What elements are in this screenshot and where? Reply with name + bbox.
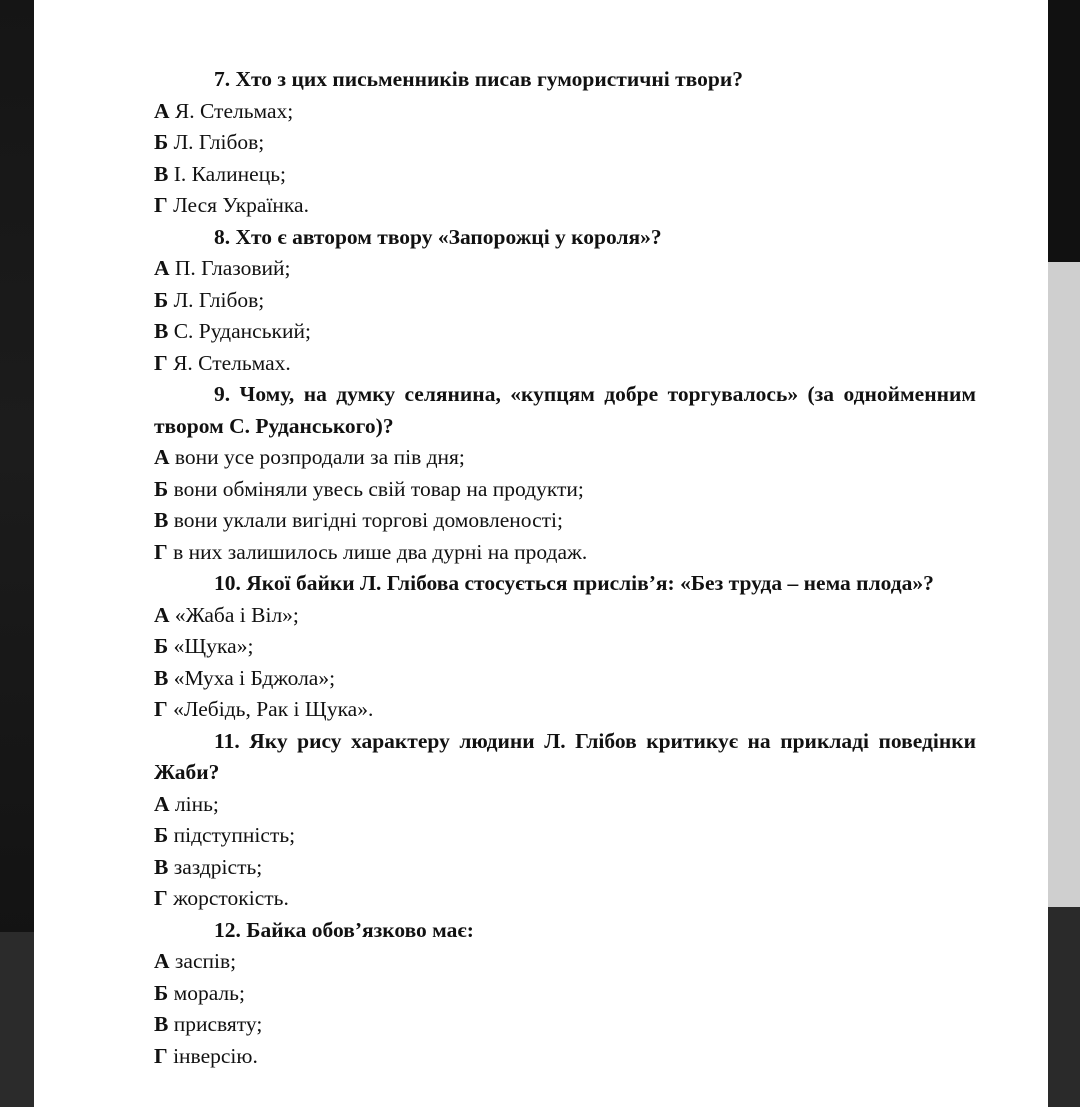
option-letter: Г xyxy=(154,886,168,910)
question-separator: . xyxy=(235,917,247,942)
answer-option xyxy=(154,316,976,348)
option-letter: В xyxy=(154,319,169,343)
question-number: 7 xyxy=(214,67,225,91)
answer-option xyxy=(154,505,976,537)
answer-options xyxy=(154,946,976,1072)
answer-option xyxy=(154,600,976,632)
option-letter: Г xyxy=(154,539,168,564)
option-text: Я. Стельмах. xyxy=(173,350,291,375)
option-text: П. Глазовий; xyxy=(174,256,291,280)
option-text: заспів; xyxy=(174,949,237,973)
option-letter: В xyxy=(154,508,169,532)
option-text: інверсію. xyxy=(173,1043,258,1068)
answer-option xyxy=(154,474,976,506)
answer-option xyxy=(154,285,976,317)
answer-options xyxy=(154,789,976,915)
answer-options xyxy=(154,96,976,222)
option-text: заздрість; xyxy=(173,854,263,879)
question-block xyxy=(154,726,976,915)
option-letter: Г xyxy=(154,1043,168,1068)
option-text: в них залишилось лише два дурні на продаж. xyxy=(173,539,588,564)
option-text: С. Руданський; xyxy=(173,319,311,343)
option-letter: А xyxy=(154,256,170,280)
option-text: «Муха і Бджола»; xyxy=(173,665,336,690)
answer-option xyxy=(154,789,976,821)
answer-option xyxy=(154,1041,976,1073)
answer-option xyxy=(154,190,976,222)
question-block xyxy=(154,64,976,222)
question-text xyxy=(154,379,976,442)
answer-option xyxy=(154,159,976,191)
option-text: вони усе розпродали за пів дня; xyxy=(174,445,465,469)
right-dark-background xyxy=(1048,0,1080,262)
option-letter: В xyxy=(154,854,169,879)
option-letter: Г xyxy=(154,193,168,217)
option-letter: В xyxy=(154,665,169,690)
answer-option xyxy=(154,253,976,285)
document-page xyxy=(34,0,1048,1107)
question-block xyxy=(154,915,976,1073)
option-letter: Б xyxy=(154,634,169,658)
question-label: Якої байки Л. Глібова стосується прислів’я: «Без труда – нема плода»? xyxy=(246,571,934,595)
option-text: жорстокість. xyxy=(173,886,289,910)
option-letter: Г xyxy=(154,350,168,375)
answer-option xyxy=(154,852,976,884)
answer-option xyxy=(154,96,976,128)
answer-option xyxy=(154,694,976,726)
option-letter: Б xyxy=(154,287,169,312)
option-text: вони уклали вигідні торгові домовленості; xyxy=(173,508,563,532)
option-text: лінь; xyxy=(174,791,219,816)
option-letter: А xyxy=(154,791,170,816)
question-label: Яку рису характеру людини Л. Глібов критикує на прикладі поведінки Жаби? xyxy=(154,728,977,784)
question-number: 12 xyxy=(214,917,236,942)
option-text: Я. Стельмах; xyxy=(174,98,294,123)
scrollbar-thumb[interactable] xyxy=(1048,262,1080,907)
answer-option xyxy=(154,442,976,474)
left-bottom-background xyxy=(0,932,34,1107)
answer-option xyxy=(154,883,976,915)
question-number: 9 xyxy=(214,382,225,406)
question-number: 10 xyxy=(214,571,236,595)
option-letter: А xyxy=(154,602,170,627)
answer-option xyxy=(154,946,976,978)
option-text: Л. Глібов; xyxy=(173,287,265,312)
option-letter: А xyxy=(154,949,170,973)
question-label: Хто є автором твору «Запорожці у короля»? xyxy=(235,224,662,249)
question-separator: . xyxy=(224,224,236,249)
option-letter: В xyxy=(154,1012,169,1036)
answer-option xyxy=(154,537,976,569)
question-text xyxy=(154,915,976,947)
question-label: Хто з цих письменників писав гумористичні твори? xyxy=(235,67,743,91)
option-text: «Лебідь, Рак і Щука». xyxy=(173,697,374,721)
question-separator: . xyxy=(234,728,250,753)
option-letter: А xyxy=(154,445,170,469)
option-letter: Б xyxy=(154,476,169,501)
question-number: 11 xyxy=(214,728,235,753)
option-text: «Щука»; xyxy=(173,634,254,658)
option-letter: Б xyxy=(154,823,169,847)
question-text xyxy=(154,222,976,254)
answer-options xyxy=(154,253,976,379)
answer-option xyxy=(154,631,976,663)
question-text xyxy=(154,726,976,789)
question-number: 8 xyxy=(214,224,225,249)
option-text: вони обміняли увесь свій товар на продукти; xyxy=(173,476,584,501)
right-bottom-background xyxy=(1048,907,1080,1107)
question-label: Байка обов’язково має: xyxy=(246,917,474,942)
question-label: Чому, на думку селянина, «купцям добре торгувалось» (за однойменним твором С. Руданського)? xyxy=(154,382,977,438)
question-separator: . xyxy=(235,571,247,595)
question-separator: . xyxy=(224,382,240,406)
option-letter: В xyxy=(154,161,169,186)
answer-option xyxy=(154,663,976,695)
question-separator: . xyxy=(224,67,236,91)
option-text: Леся Українка. xyxy=(173,193,309,217)
option-text: підступність; xyxy=(173,823,296,847)
option-text: І. Калинець; xyxy=(173,161,286,186)
question-block xyxy=(154,379,976,568)
option-text: Л. Глібов; xyxy=(173,130,265,154)
question-block xyxy=(154,222,976,380)
question-block xyxy=(154,568,976,726)
option-letter: А xyxy=(154,98,170,123)
question-text xyxy=(154,568,976,600)
option-letter: Б xyxy=(154,980,169,1005)
option-text: мораль; xyxy=(173,980,245,1005)
option-letter: Г xyxy=(154,697,168,721)
answer-option xyxy=(154,127,976,159)
answer-option xyxy=(154,1009,976,1041)
answer-options xyxy=(154,442,976,568)
question-text xyxy=(154,64,976,96)
answer-option xyxy=(154,348,976,380)
answer-options xyxy=(154,600,976,726)
option-text: «Жаба і Віл»; xyxy=(174,602,299,627)
option-text: присвяту; xyxy=(173,1012,263,1036)
answer-option xyxy=(154,820,976,852)
quiz-content xyxy=(154,64,976,1072)
answer-option xyxy=(154,978,976,1010)
option-letter: Б xyxy=(154,130,169,154)
